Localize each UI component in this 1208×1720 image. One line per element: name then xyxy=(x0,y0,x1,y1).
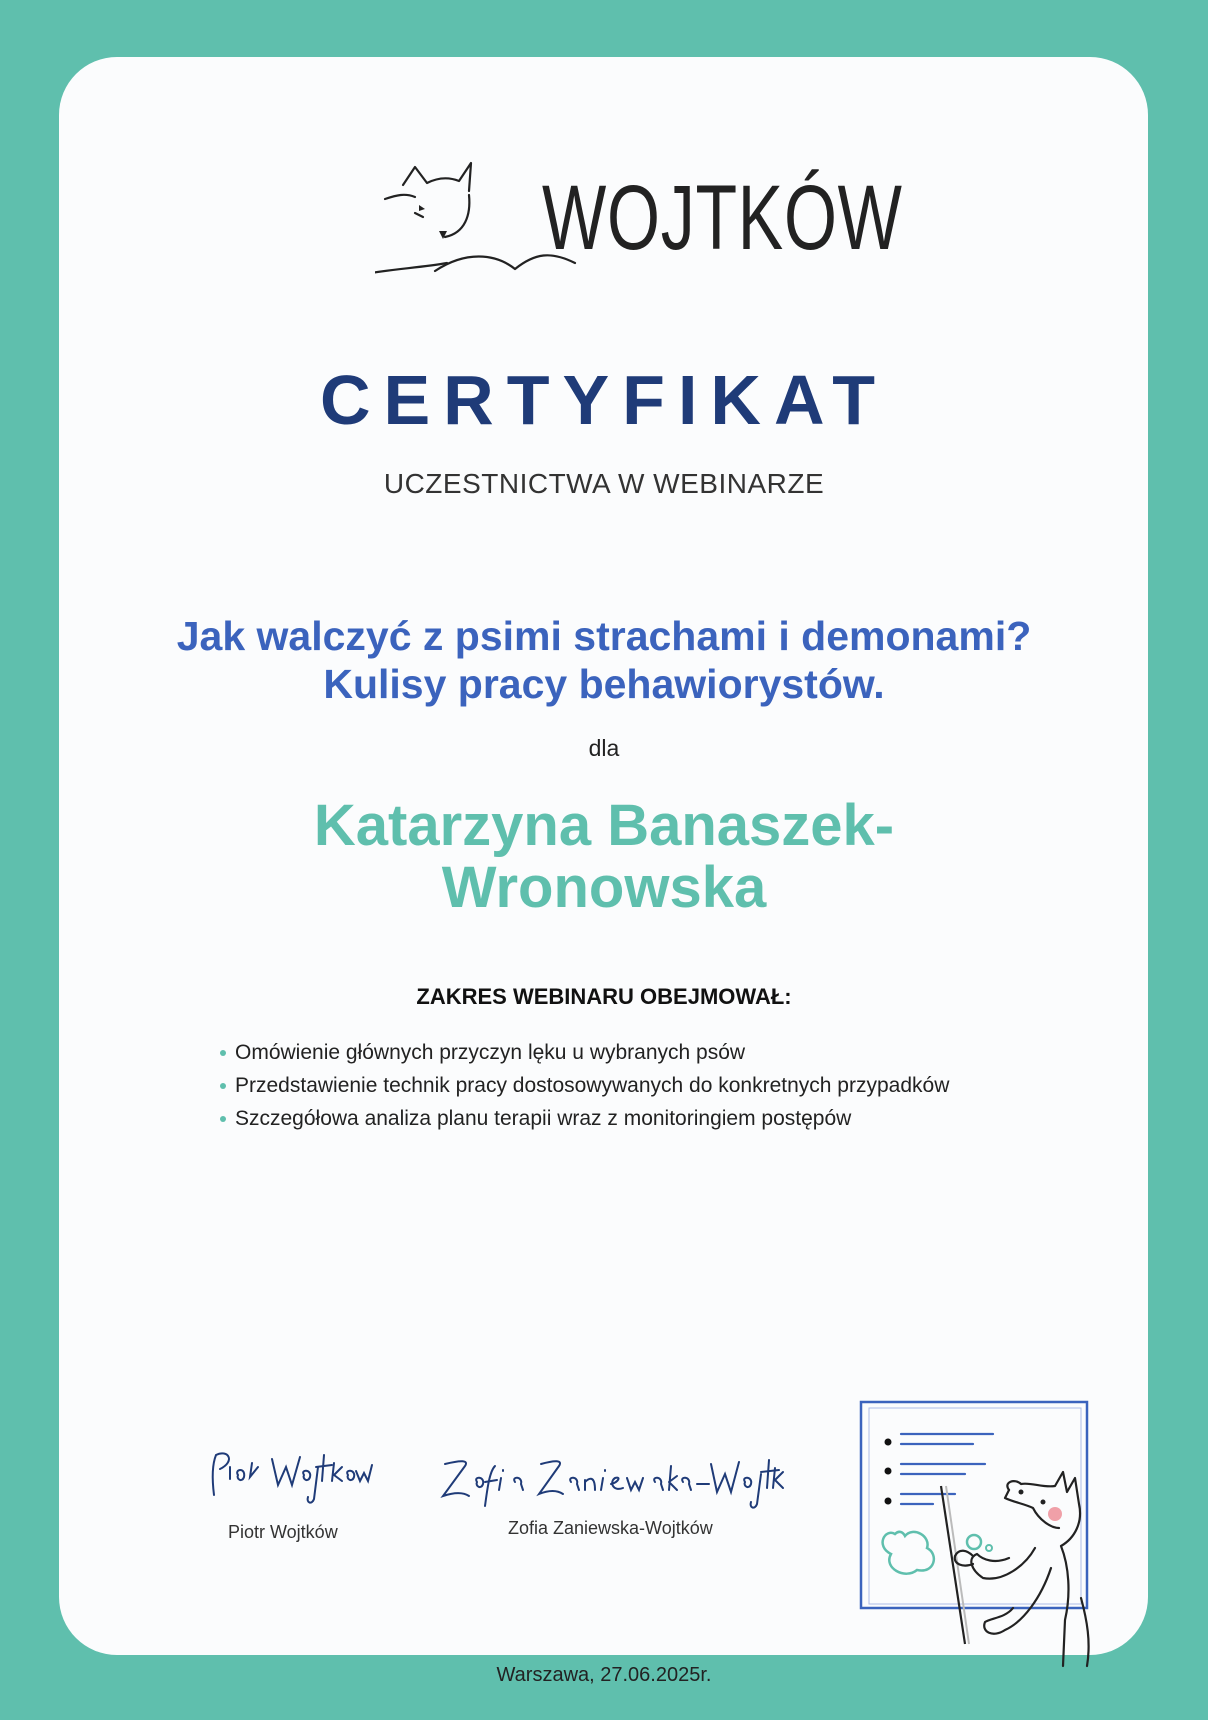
webinar-title: Jak walczyć z psimi strachami i demonami? Kulisy pracy behawiorystów. xyxy=(176,613,1032,707)
brand-name: WOJTKÓW xyxy=(542,167,903,269)
signature-zofia xyxy=(435,1452,790,1512)
scope-list xyxy=(220,1036,949,1135)
signature-piotr xyxy=(200,1445,375,1515)
list-item: Szczegółowa analiza planu terapii wraz z monitoringiem postępów xyxy=(220,1102,949,1135)
signer-name-piotr: Piotr Wojtków xyxy=(228,1522,338,1542)
for-label: dla xyxy=(588,735,620,761)
list-item: Omówienie głównych przyczyn lęku u wybranych psów xyxy=(220,1036,949,1069)
dog-presenting-board-icon xyxy=(855,1398,1130,1673)
signature-piotr-image xyxy=(200,1445,375,1515)
list-item: Przedstawienie technik pracy dostosowywanych do konkretnych przypadków xyxy=(220,1069,949,1102)
participant-name: Katarzyna Banaszek-Wronowska xyxy=(313,793,895,920)
scope-heading: ZAKRES WEBINARU OBEJMOWAŁ: xyxy=(416,984,792,1009)
signature-zofia-image xyxy=(435,1452,790,1512)
certificate-title: CERTYFIKAT xyxy=(319,361,889,439)
signer-name-zofia: Zofia Zaniewska-Wojtków xyxy=(508,1518,713,1538)
certificate-subtitle: UCZESTNICTWA W WEBINARZE xyxy=(383,468,825,499)
place-date: Warszawa, 27.06.2025r. xyxy=(496,1664,712,1686)
